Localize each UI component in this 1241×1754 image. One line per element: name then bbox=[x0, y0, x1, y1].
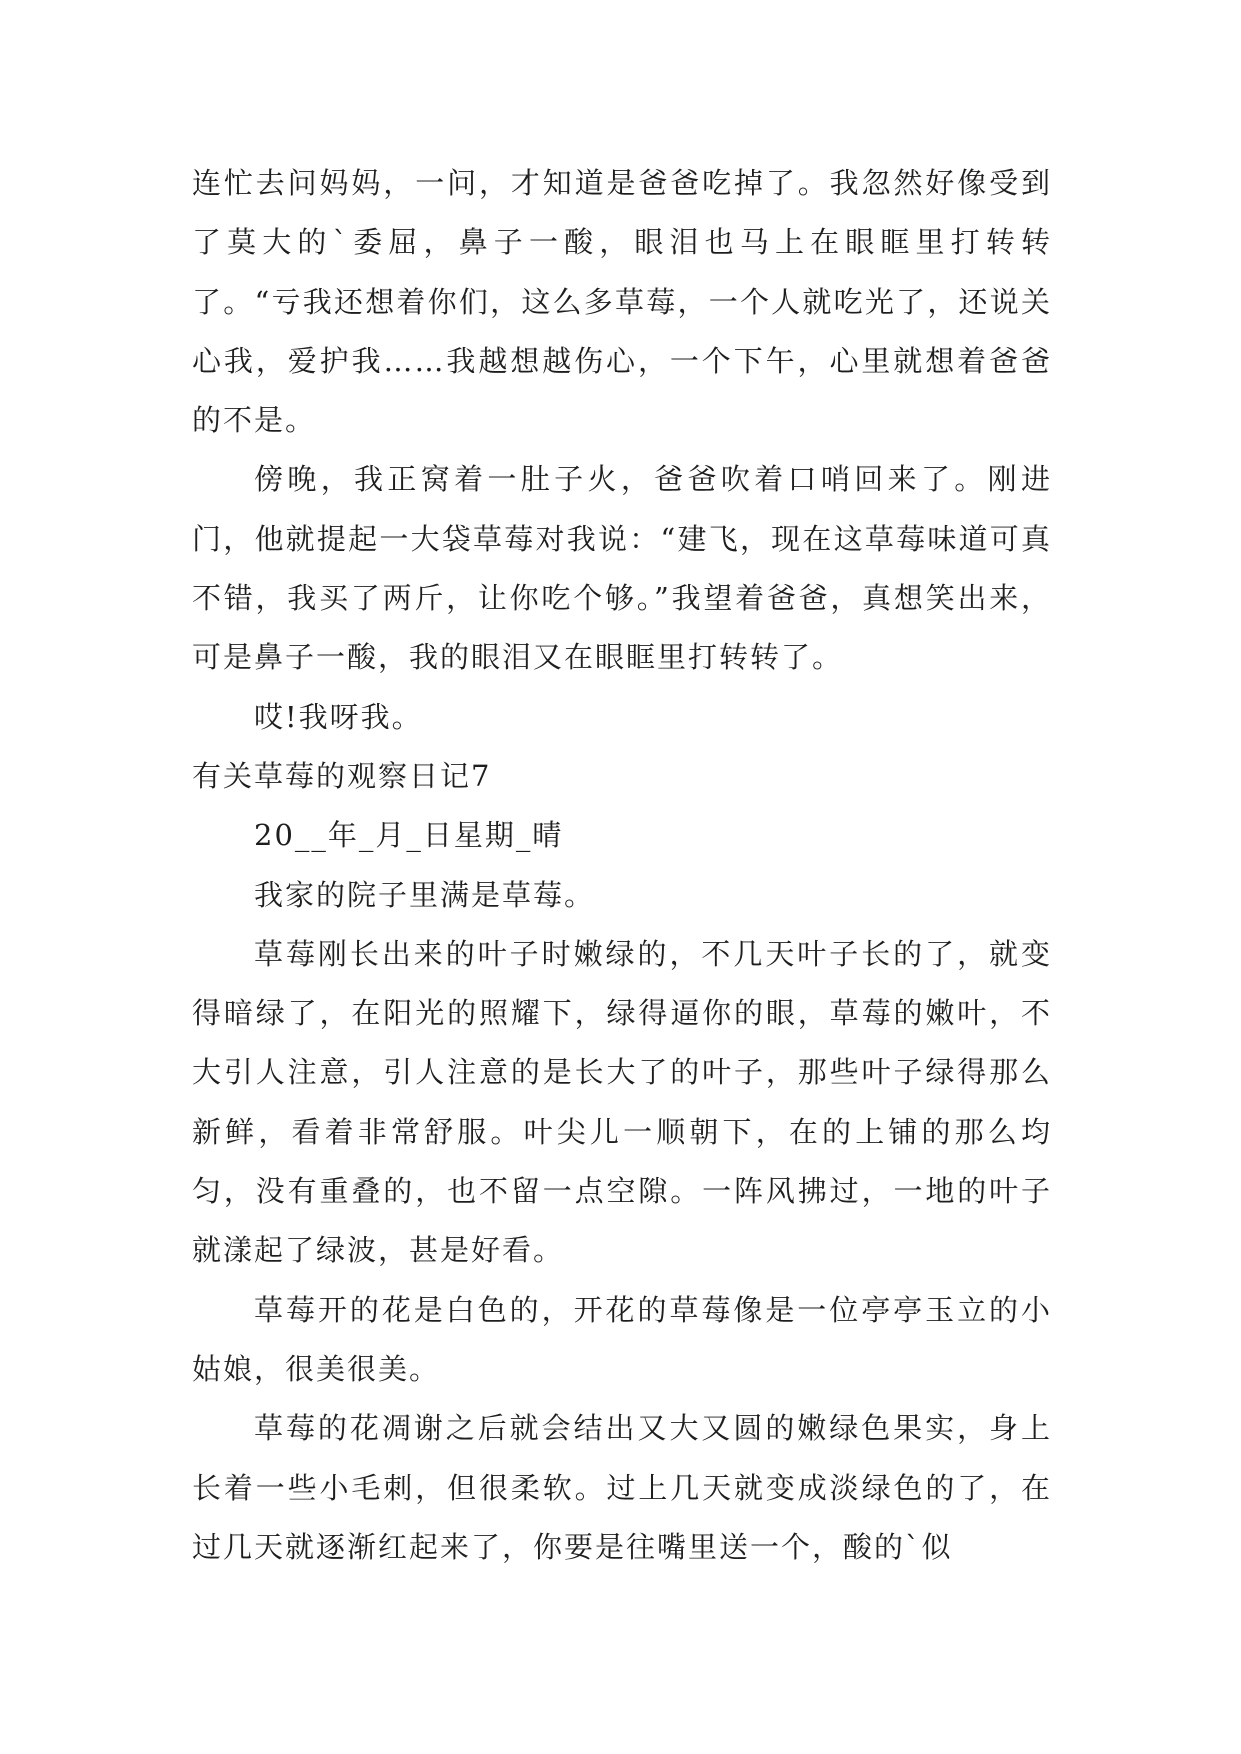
document-body bbox=[192, 154, 1052, 1577]
paragraph-date-line: 20__年_月_日星期_晴 bbox=[254, 818, 564, 853]
paragraph-evening: 傍晚，我正窝着一肚子火，爸爸吹着口哨回来了。刚进门，他就提起一大袋草莓对我说：“建飞，现在这草莓味道可真不错，我买了两斤，让你吃个够。”我望着爸爸，真想笑出来，可是鼻子一酸，我的眼泪又在眼眶里打转转了。 bbox=[192, 462, 1052, 675]
paragraph-leaves: 草莓刚长出来的叶子时嫩绿的，不几天叶子长的了，就变得暗绿了，在阳光的照耀下，绿得逼你的眼，草莓的嫩叶，不大引人注意，引人注意的是长大了的叶子，那些叶子绿得那么新鲜，看着非常舒服。叶尖儿一顺朝下，在的上铺的那么均匀，没有重叠的，也不留一点空隙。一阵风拂过，一地的叶子就漾起了绿波，甚是好看。 bbox=[192, 936, 1052, 1268]
paragraph-yard: 我家的院子里满是草莓。 bbox=[254, 877, 596, 912]
section-title: 有关草莓的观察日记7 bbox=[192, 758, 492, 793]
paragraph-fruit: 草莓的花凋谢之后就会结出又大又圆的嫩绿色果实，身上长着一些小毛刺，但很柔软。过上几天就变成淡绿色的了，在过几天就逐渐红起来了，你要是往嘴里送一个，酸的`似 bbox=[192, 1411, 1052, 1564]
paragraph-continuation: 连忙去问妈妈，一问，才知道是爸爸吃掉了。我忽然好像受到了莫大的`委屈，鼻子一酸，眼泪也马上在眼眶里打转转了。“亏我还想着你们，这么多草莓，一个人就吃光了，还说关心我，爱护我……我越想越伤心，一个下午，心里就想着爸爸的不是。 bbox=[192, 166, 1052, 438]
paragraph-sigh: 哎!我呀我。 bbox=[254, 699, 423, 734]
paragraph-flowers: 草莓开的花是白色的，开花的草莓像是一位亭亭玉立的小姑娘，很美很美。 bbox=[192, 1292, 1052, 1386]
